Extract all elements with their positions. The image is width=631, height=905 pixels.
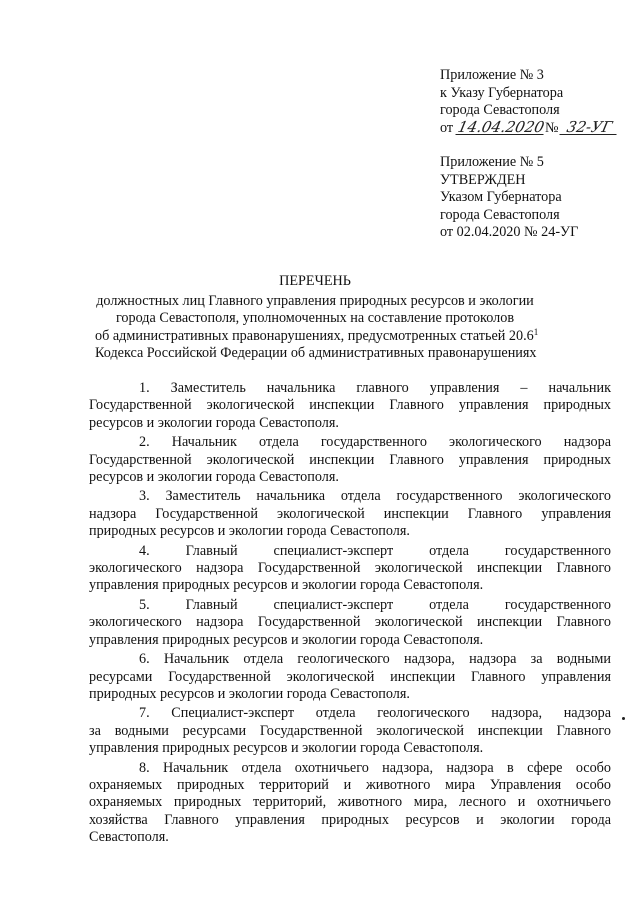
list-item-line: 8. Начальник отдела охотничьего надзора, надзора в сфере особо (139, 759, 611, 776)
title-line-3 (95, 326, 539, 346)
list-item-line: 1. Заместитель начальника главного управления – начальник (139, 380, 611, 396)
title-line-2: города Севастополя, уполномоченных на составление протоколов (115, 310, 515, 327)
list-item-line: управления природных ресурсов и экологии города Севастополя. (89, 577, 484, 594)
appendix-5-city: города Севастополя (440, 206, 560, 223)
appendix-3-city: города Севастополя (440, 102, 560, 118)
positions-list (89, 380, 611, 849)
approved-label: УТВЕРЖДЕН (440, 171, 526, 188)
list-item-line: Севастополя. (89, 829, 169, 846)
list-item-line: охраняемых природных территорий и животного мира Управления особо (89, 776, 611, 793)
list-item-line: 4. Главный специалист-эксперт отдела государственного (139, 542, 611, 559)
list-item-line: управления природных ресурсов и экологии города Севастополя. (89, 631, 484, 648)
list-item-line: хозяйства Главного управления природных ресурсов и экологии города (89, 811, 611, 828)
list-item (89, 597, 611, 649)
list-item-line: ресурсов и экологии города Севастополя. (89, 414, 339, 431)
appendix-5-decree-ref: Указом Губернатора (440, 189, 562, 205)
appendix-3-header (440, 67, 625, 137)
scan-dot (622, 717, 625, 720)
list-item-line: Государственной экологической инспекции Главного управления природных (89, 397, 611, 414)
list-item (89, 760, 611, 847)
list-item-line: 3. Заместитель начальника отдела государственного экологического (139, 488, 611, 505)
list-item-line: за водными ресурсами Государственной экологической инспекции Главного (89, 722, 611, 739)
list-item-line: экологического надзора Государственной экологической инспекции Главного (89, 614, 611, 631)
list-item (89, 543, 611, 595)
list-item-line: 6. Начальник отдела геологического надзора, надзора за водными (139, 651, 611, 668)
list-item-line: охраняемых природных территорий, животного мира, лесного и охотничьего (89, 794, 611, 811)
list-item (89, 488, 611, 540)
title-line-1: должностных лиц Главного управления природных ресурсов и экологии (96, 292, 534, 309)
list-item-line: природных ресурсов и экологии города Севастополя. (89, 685, 410, 702)
list-item-line: 5. Главный специалист-эксперт отдела государственного (139, 596, 611, 613)
appendix-3-decree-ref: к Указу Губернатора (440, 84, 564, 101)
number-sign: № (545, 119, 559, 136)
list-item-line: 2. Начальник отдела государственного экологического надзора (139, 434, 611, 451)
handwritten-date: 14.04.2020 (456, 117, 547, 136)
appendix-3-title: Приложение № 3 (440, 67, 544, 83)
title-line-4: Кодекса Российской Федерации об административных правонарушениях (95, 345, 537, 362)
appendix-5-header (440, 154, 625, 242)
list-item-line: ресурсов и экологии города Севастополя. (89, 469, 339, 486)
list-item-line: ресурсами Государственной экологической инспекции Главного управления (89, 668, 611, 685)
list-item-line: 7. Специалист-эксперт отдела геологического надзора, надзора (139, 705, 611, 722)
appendix-3-date-line (440, 117, 625, 138)
article-superscript: 1 (533, 326, 539, 337)
list-item (89, 380, 611, 432)
title-line-3-text: об административных правонарушениях, предусмотренных статьей 20.6 (95, 327, 534, 344)
list-item (89, 434, 611, 486)
handwritten-number: 32-УГ (559, 120, 619, 135)
document-title (95, 273, 539, 363)
list-item (89, 705, 611, 757)
appendix-5-title: Приложение № 5 (440, 154, 544, 170)
list-item-line: Государственной экологической инспекции Главного управления природных (89, 451, 611, 468)
list-item-line: надзора Государственной экологической инспекции Главного управления (89, 505, 611, 522)
list-item (89, 651, 611, 703)
list-item-line: природных ресурсов и экологии города Севастополя. (89, 523, 410, 540)
appendix-3-from-label: от (440, 119, 454, 136)
title-heading: ПЕРЕЧЕНЬ (279, 273, 351, 289)
list-item-line: экологического надзора Государственной экологической инспекции Главного (89, 560, 611, 577)
list-item-line: управления природных ресурсов и экологии города Севастополя. (89, 740, 484, 757)
appendix-5-date: от 02.04.2020 № 24-УГ (440, 224, 579, 240)
